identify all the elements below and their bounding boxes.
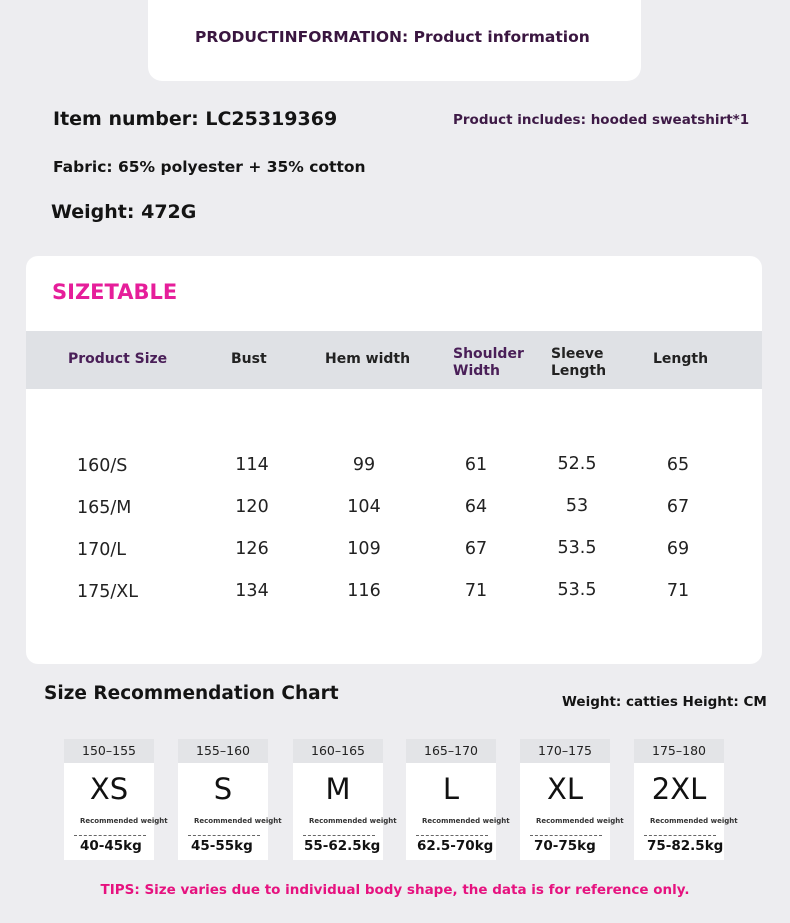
height-range: 160–165 (293, 739, 383, 763)
table-cell-length: 69 (666, 539, 690, 559)
size-recommendation-m (293, 739, 397, 860)
size-table-card (26, 256, 762, 664)
weight-range: 40-45kg (80, 838, 142, 854)
table-cell-hem: 99 (352, 455, 376, 475)
dashed-divider (303, 835, 375, 836)
size-recommendation-title: Size Recommendation Chart (44, 683, 339, 704)
size-table-header (26, 331, 762, 389)
header-product-size: Product Size (68, 351, 168, 367)
table-cell-size: 165/M (77, 498, 132, 518)
size-recommendation-2xl (634, 739, 738, 860)
recommended-weight-label: Recommended weight (194, 817, 282, 825)
table-cell-bust: 114 (235, 455, 269, 475)
table-cell-hem: 116 (347, 581, 381, 601)
weight-range: 45-55kg (191, 838, 253, 854)
table-cell-shoulder: 64 (464, 497, 488, 517)
table-cell-size: 170/L (77, 540, 127, 560)
size-letter: L (442, 772, 460, 806)
table-cell-bust: 126 (235, 539, 269, 559)
size-letter: S (213, 772, 233, 806)
table-cell-bust: 134 (235, 581, 269, 601)
dashed-divider (644, 835, 716, 836)
height-range: 155–160 (178, 739, 268, 763)
units-label: Weight: catties Height: CM (562, 694, 767, 710)
size-letter: XL (546, 772, 584, 806)
weight-range: 62.5-70kg (417, 838, 494, 854)
table-cell-sleeve: 53.5 (557, 580, 597, 600)
weight-range: 55-62.5kg (304, 838, 381, 854)
table-cell-size: 175/XL (77, 582, 139, 602)
table-cell-hem: 104 (347, 497, 381, 517)
item-number: Item number: LC25319369 (53, 108, 338, 130)
size-recommendation-xl (520, 739, 624, 860)
table-cell-shoulder: 61 (464, 455, 488, 475)
table-cell-size: 160/S (77, 456, 128, 476)
size-recommendation-l (406, 739, 510, 860)
tips-note: TIPS: Size varies due to individual body shape, the data is for reference only. (100, 882, 690, 898)
header-length: Length (653, 351, 709, 367)
size-recommendation-xs (64, 739, 168, 860)
size-letter: XS (89, 772, 129, 806)
dashed-divider (188, 835, 260, 836)
height-range: 165–170 (406, 739, 496, 763)
dashed-divider (416, 835, 488, 836)
size-recommendation-s (178, 739, 282, 860)
table-cell-length: 65 (666, 455, 690, 475)
table-cell-sleeve: 53.5 (557, 538, 597, 558)
size-letter: 2XL (651, 772, 707, 806)
height-range: 150–155 (64, 739, 154, 763)
table-cell-length: 67 (666, 497, 690, 517)
header-sleeve-length: Sleeve Length (551, 346, 607, 379)
dashed-divider (74, 835, 146, 836)
size-letter: M (325, 772, 351, 806)
size-table-title: SIZETABLE (52, 280, 178, 304)
product-information-card (148, 0, 641, 81)
header-bust: Bust (231, 351, 267, 367)
table-cell-shoulder: 67 (464, 539, 488, 559)
fabric-info: Fabric: 65% polyester + 35% cotton (53, 158, 366, 176)
recommended-weight-label: Recommended weight (80, 817, 168, 825)
header-shoulder-width: Shoulder Width (453, 346, 524, 379)
table-cell-sleeve: 52.5 (557, 454, 597, 474)
dashed-divider (530, 835, 602, 836)
recommended-weight-label: Recommended weight (536, 817, 624, 825)
table-cell-sleeve: 53 (565, 496, 589, 516)
weight-range: 75-82.5kg (647, 838, 724, 854)
table-cell-length: 71 (666, 581, 690, 601)
weight-range: 70-75kg (534, 838, 596, 854)
table-cell-hem: 109 (347, 539, 381, 559)
header-hem-width: Hem width (325, 351, 411, 367)
recommended-weight-label: Recommended weight (650, 817, 738, 825)
recommended-weight-label: Recommended weight (309, 817, 397, 825)
recommended-weight-label: Recommended weight (422, 817, 510, 825)
height-range: 170–175 (520, 739, 610, 763)
table-cell-bust: 120 (235, 497, 269, 517)
product-includes: Product includes: hooded sweatshirt*1 (453, 112, 750, 128)
table-cell-shoulder: 71 (464, 581, 488, 601)
weight-info: Weight: 472G (51, 201, 197, 223)
product-information-label: PRODUCTINFORMATION: Product information (195, 28, 590, 46)
height-range: 175–180 (634, 739, 724, 763)
